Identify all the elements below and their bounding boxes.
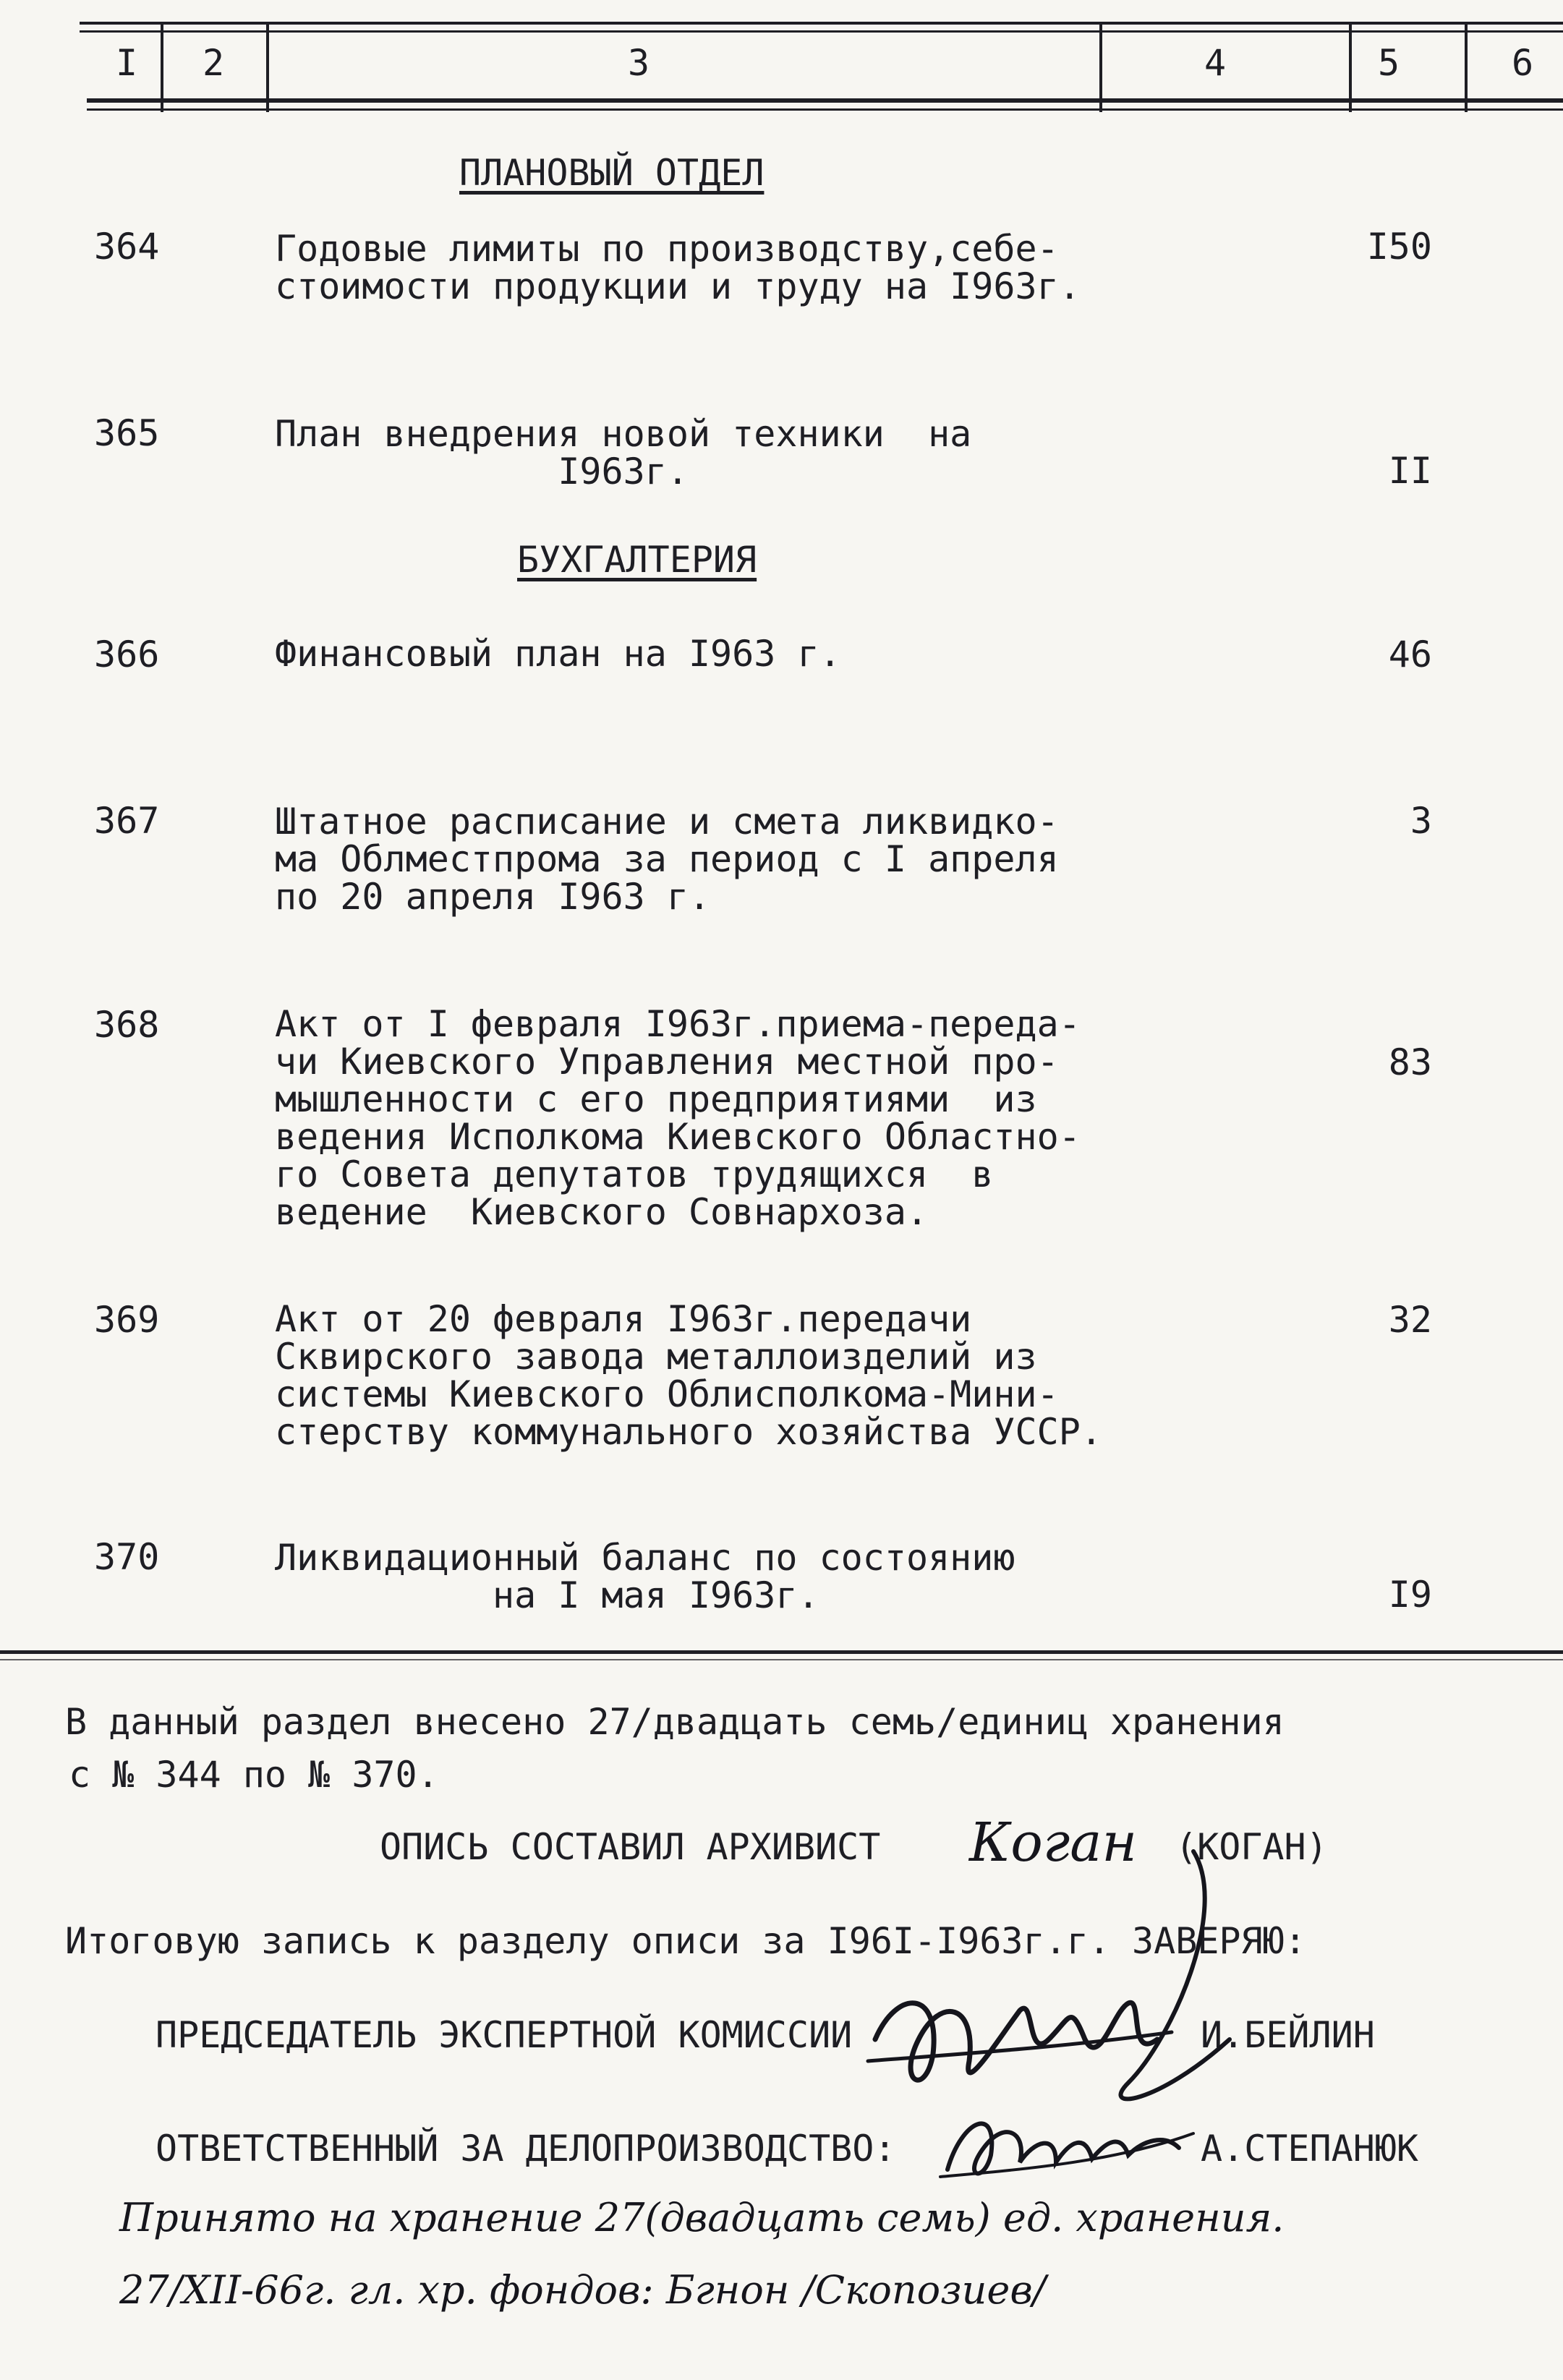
item-description: Акт от 20 февраля I963г.передачи Сквирского завода металлоизделий из системы Киевского Облисполкома-Мини- стерству коммунального хозяйства УССР. <box>275 1298 1102 1453</box>
item-description: Штатное расписание и смета ликвидко- ма Облместпрома за период с I апреля по 20 апреля I963 г. <box>275 801 1059 918</box>
item-number: 367 <box>94 800 160 842</box>
header-divider-2 <box>266 22 269 112</box>
header-top-rule <box>80 22 1563 25</box>
item-description: Ликвидационный баланс по состоянию на I мая I963г. <box>275 1537 1015 1616</box>
records-officer-signature <box>933 2090 1222 2198</box>
header-col-4: 4 <box>1204 42 1227 84</box>
separator-rule <box>0 1650 1563 1654</box>
header-divider-3 <box>1099 22 1102 112</box>
summary-line-1: В данный раздел внесено 27/двадцать семь/единиц хранения <box>65 1701 1285 1743</box>
compiled-by-label: ОПИСЬ СОСТАВИЛ АРХИВИСТ <box>380 1826 881 1868</box>
certify-text: Итоговую запись к разделу описи за I96I-I963г.г. ЗАВЕРЯЮ: <box>65 1920 1306 1962</box>
item-number: 370 <box>94 1536 160 1578</box>
archivist-name: (КОГАН) <box>1175 1826 1328 1868</box>
item-number: 364 <box>94 226 160 268</box>
separator-rule-2 <box>0 1659 1563 1660</box>
commission-chair-label: ПРЕДСЕДАТЕЛЬ ЭКСПЕРТНОЙ КОМИССИИ <box>156 2014 853 2056</box>
item-count: 3 <box>1410 800 1432 842</box>
header-divider-1 <box>161 22 163 112</box>
header-col-5: 5 <box>1378 42 1400 84</box>
item-description: Финансовый план на I963 г. <box>275 633 841 675</box>
item-description: Акт от I февраля I963г.приема-переда- чи Киевского Управления местной про- мышленности с его предприятиями из ведения Исполкома Киевского Областно- го Совета депутатов трудящихся в ведение Киевского Совнархоза. <box>275 1003 1081 1233</box>
header-col-2: 2 <box>203 42 225 84</box>
header-col-3: 3 <box>628 42 650 84</box>
item-description: Годовые лимиты по производству,себе- стоимости продукции и труду на I963г. <box>275 228 1081 307</box>
header-top-rule-2 <box>80 30 1563 33</box>
header-col-6: 6 <box>1512 42 1534 84</box>
header-divider-5 <box>1465 22 1468 112</box>
item-count: 83 <box>1388 1041 1432 1083</box>
section-title-accounting: БУХГАЛТЕРИЯ <box>517 539 757 581</box>
header-divider-4 <box>1349 22 1352 112</box>
section-title-planning: ПЛАНОВЫЙ ОТДЕЛ <box>459 152 765 194</box>
header-bottom-rule-2 <box>87 108 1563 111</box>
item-count: I50 <box>1366 226 1432 268</box>
item-number: 369 <box>94 1299 160 1341</box>
summary-line-2: с № 344 по № 370. <box>69 1754 439 1796</box>
header-col-1: I <box>116 42 138 84</box>
item-count: I9 <box>1388 1574 1432 1616</box>
archivist-signature: Коган <box>969 1812 1138 1874</box>
item-number: 368 <box>94 1004 160 1046</box>
item-count: 32 <box>1388 1299 1432 1341</box>
records-officer-label: ОТВЕТСТВЕННЫЙ ЗА ДЕЛОПРОИЗВОДСТВО: <box>156 2128 896 2170</box>
handwritten-acceptance-line-2: 27/XII-66г. гл. хр. фондов: Бгнон /Скопозиев/ <box>119 2267 1046 2313</box>
item-number: 366 <box>94 634 160 675</box>
records-officer-name: А.СТЕПАНЮК <box>1201 2128 1419 2170</box>
item-count: 46 <box>1388 634 1432 675</box>
handwritten-acceptance-line-1: Принято на хранение 27(двадцать семь) ед. хранения. <box>119 2195 1285 2240</box>
item-count: II <box>1388 450 1432 492</box>
item-number: 365 <box>94 412 160 454</box>
item-description: План внедрения новой техники на I963г. <box>275 413 972 492</box>
header-bottom-rule <box>87 98 1563 103</box>
commission-chair-name: И.БЕЙЛИН <box>1201 2014 1375 2056</box>
